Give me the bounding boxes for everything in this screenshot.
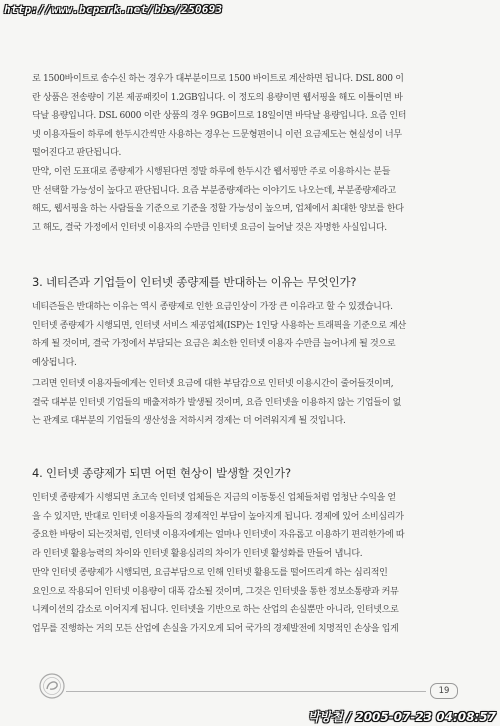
footer-divider — [66, 691, 426, 692]
page-number: 19 — [430, 683, 458, 699]
circular-brand-logo-icon — [38, 672, 66, 700]
body-paragraph: 네티즌들은 반대하는 이유는 역시 종량제로 인한 요금인상이 가장 큰 이유라고 할 수 있겠습니다. 인터넷 종량제가 시행되면, 인터넷 서비스 제공업체(ISP)는 1인당 사용하는 트래픽을 기준으로 계산 하게 될 것이며, 결국 가정에서 부담되는 요금은 최소한 인터넷 이용자 수만큼 늘어나게 될 것으로 예상됩니다. — [32, 302, 406, 368]
section-heading-4: 4. 인터넷 종량제가 되면 어떤 현상이 발생할 것인가? — [32, 466, 291, 480]
scan-stamp: 박방철 / 2005-07-23 04:08:57 — [307, 710, 496, 724]
body-paragraph: 인터넷 종량제가 시행되면 초고속 인터넷 업체들은 지금의 이동통신 업체들처럼 엄청난 수익을 얻 을 수 있지만, 반대로 인터넷 이용자들의 경제적인 부담이 높아지게 됩니다. 경제에 있어 소비심리가 중요한 바탕이 되는것처럼, 인터넷 이용자에게는 얼마나 인터넷이 자유롭고 이용하기 편리한가에 따 라 인터넷 활용능력의 차이와 인터넷 활용심리의 차이가 인터넷 활성화를 만들어 냅니다. — [32, 493, 405, 559]
body-paragraph: 그리면 인터넷 이용자들에게는 인터넷 요금에 대한 부담감으로 인터넷 이용시간이 줄어들것이며, 결국 대부분 인터넷 기업들의 매출저하가 발생될 것이며, 요즘 인터넷을 이용하지 않는 기업들이 없 는 관계로 대부분의 기업들의 생산성을 저하시켜 경제는 더 어려워지게 될 것입니다. — [32, 379, 402, 427]
body-paragraph: 만약, 이런 도표대로 종량제가 시행된다면 정말 하루에 한두시간 웹서핑만 주로 이용하시는 분들 만 선택할 가능성이 높다고 판단됩니다. 요즘 부분종량제라는 이야기도 나오는데, 부분종량제라고 해도, 웹서핑을 하는 사람들을 기준으로 기준을 정할 가능성이 높으며, 업체에서 최대한 양보를 한다 고 해도, 결국 가정에서 인터넷 이용자의 수만큼 인터넷 요금이 늘어날 것은 자명한 사실입니다. — [32, 167, 404, 233]
section-heading-3: 3. 네티즌과 기업들이 인터넷 종량제를 반대하는 이유는 무엇인가? — [32, 275, 357, 289]
watermark-url: http://www.bcpark.net/bbs/250693 — [4, 3, 223, 16]
body-paragraph: 만약 인터넷 종량제가 시행되면, 요금부담으로 인해 인터넷 활용도를 떨어뜨리게 하는 심리적인 요인으로 작용되어 인터넷 이용량이 대폭 감소될 것이며, 그것은 인터넷을 통한 정보소통량과 커뮤 니케이션의 감소로 이어지게 됩니다. 인터넷을 기반으로 하는 산업의 손실뿐만 아니라, 인터넷으로 업무를 진행하는 거의 모든 산업에 손실을 가지오게 되어 국가의 경제발전에 치명적인 손상을 입게 — [32, 568, 399, 634]
body-paragraph: 로 1500바이트로 송수신 하는 경우가 대부분이므로 1500 바이트로 계산하면 됩니다. DSL 800 이 란 상품은 전송량이 기본 제공패킷이 1.2GB입니다. 이 정도의 용량이면 웹서핑을 해도 이틀이면 바 닥날 용량입니다. DSL 6000 이란 상품의 경우 9GB이므로 18일이면 바닥날 용량입니다. 요즘 인터 넷 이용자들이 하루에 한두시간씩만 사용하는 경우는 드문형편이니 이런 요금제도는 현실성이 너무 떨어진다고 판단됩니다. — [32, 74, 407, 159]
